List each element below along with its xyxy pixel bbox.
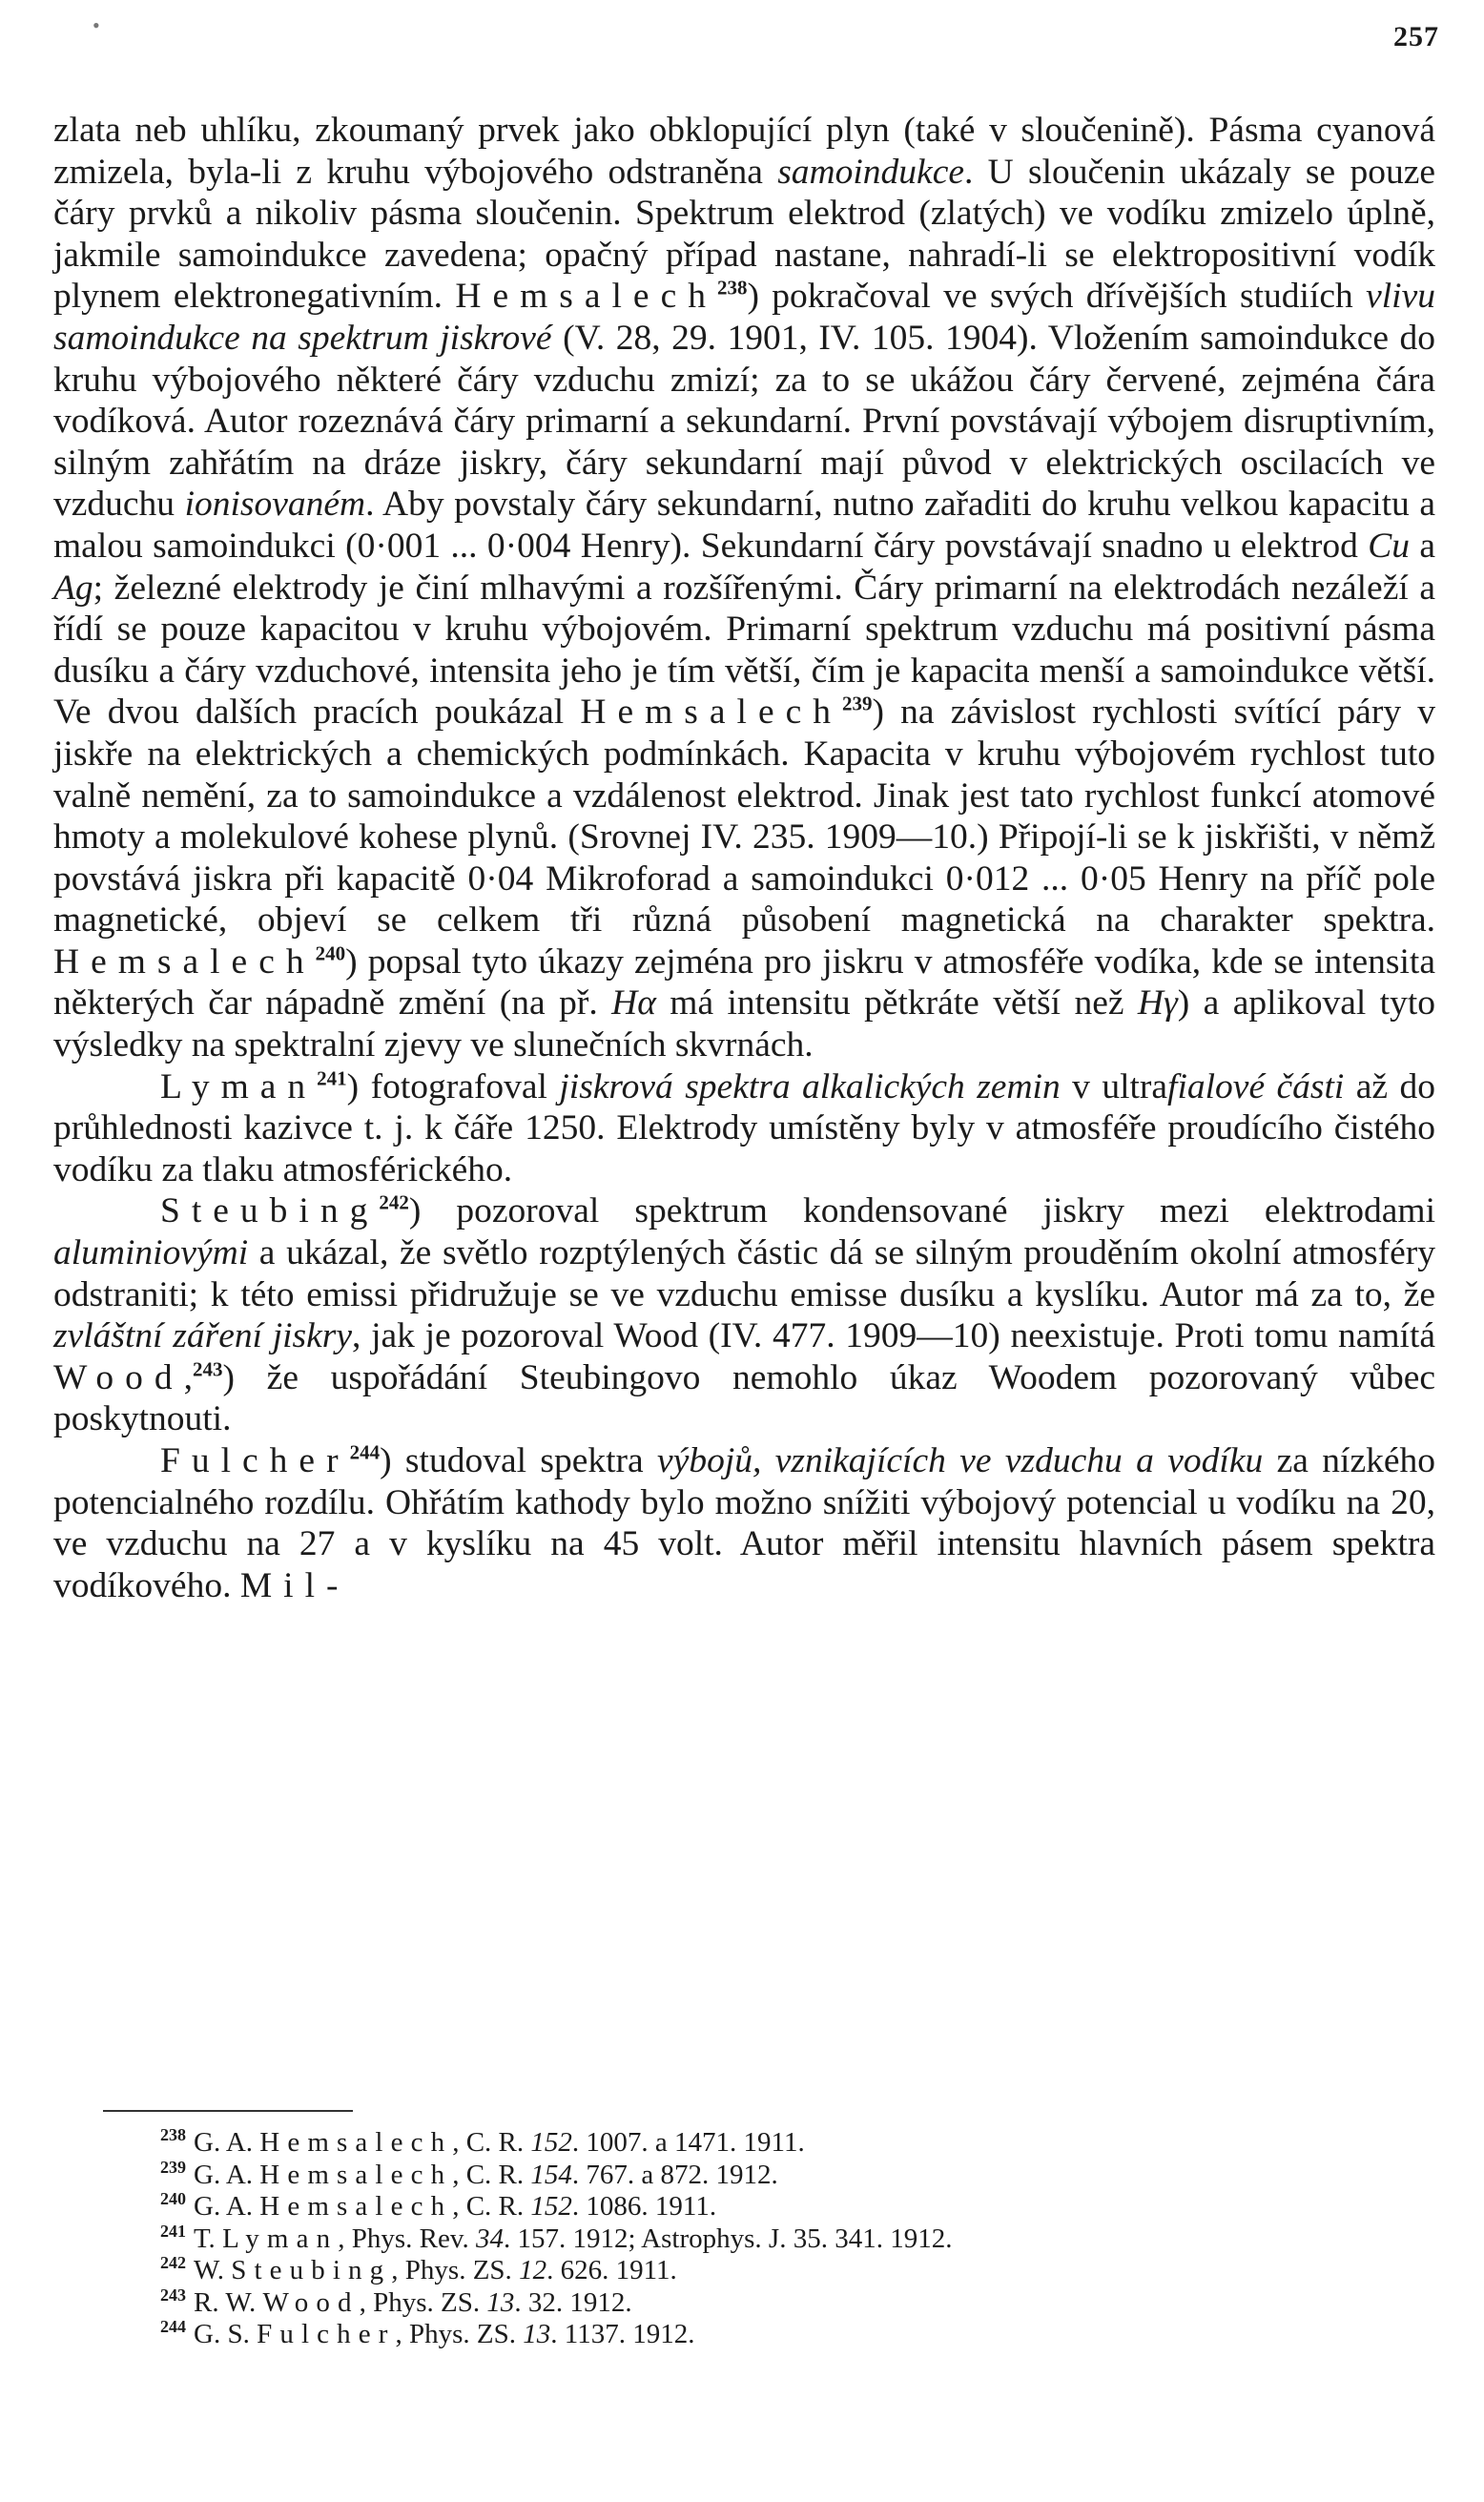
footnote-ref: 238 xyxy=(716,276,748,300)
footnote-author: Hemsalech xyxy=(259,2191,453,2222)
italic-phrase: Cu xyxy=(1368,526,1410,566)
footnote-author: Wood xyxy=(262,2286,360,2318)
text-run: ) pokračoval ve svých dřívějších studiích xyxy=(747,277,1367,317)
footnote-ref: 240 xyxy=(315,941,346,965)
body-text xyxy=(53,110,1435,1606)
author-name: Fulcher xyxy=(160,1441,350,1480)
footnote-ref: 242 xyxy=(379,1190,409,1214)
italic-phrase: fialové části xyxy=(1167,1066,1345,1106)
footnote-author: Hemsalech xyxy=(259,2127,453,2158)
footnote: $^{241}$ T. Lyman, Phys. Rev. 34. 157. 1912; Astrophys. J. 35. 341. 1912. xyxy=(160,2221,953,2254)
text-run: (V. 28, 29. 1901, IV. 105. 1904). Vložením samoindukce do kruhu výbojového některé čáry vzduchu zmizí; za to se ukážou čáry červené, zejména čára vodíková. Autor rozeznává čáry primarní a sekundarní. První povstávají výbojem disruptivním, silným zahřátím na dráze jiskry, čáry sekundarní mají původ v elektrických oscilacích ve vzduchu xyxy=(53,318,1435,525)
paragraph xyxy=(53,1190,1435,1440)
page-mark: • xyxy=(93,13,100,37)
italic-phrase: aluminiovými xyxy=(53,1233,249,1273)
italic-phrase: Hα xyxy=(611,983,656,1024)
footnote: $^{243}$ R. W. Wood, Phys. ZS. 13. 32. 1912. xyxy=(160,2285,632,2318)
footnote: $^{240}$ G. A. Hemsalech, C. R. 152. 1086. 1911. xyxy=(160,2189,717,2222)
text-run: ) že uspořádání Steubingovo nemohlo úkaz Woodem pozorovaný vůbec poskytnouti. xyxy=(53,1357,1435,1439)
paragraph xyxy=(53,1066,1435,1191)
footnote-number: 241 xyxy=(160,2221,186,2241)
text-run: ) fotografoval xyxy=(346,1066,560,1106)
text-run: a ukázal, že světlo rozptýlených částic dá se silným prouděním okolní atmosféry odstraniti; k této emissi přidružuje se ve vzduchu emisse dusíku a kyslíku. Autor má za to, že xyxy=(53,1233,1435,1314)
text-run: a xyxy=(1409,526,1435,566)
footnote-ref: 243 xyxy=(193,1357,223,1381)
text-run: ; železné elektrody je činí mlhavými a rozšířenými. Čáry primarní na elektrodách nezáleží a řídí se pouze kapacitou v kruhu výbojovém. Primarní spektrum vzduchu má positivní pásma dusíku a čáry vzduchové, intensita jeho je tím větší, čím je kapacita menší a samoindukce větší. Ve dvou dalších pracích poukázal xyxy=(53,568,1435,733)
paragraph xyxy=(53,110,1435,1066)
italic-phrase: Hγ xyxy=(1137,983,1178,1024)
text-run: zlata neb uhlíku, zkoumaný prvek jako obklopující plyn (také v sloučenině). Pásma cyanová zmizela, byla-li z kruhu výbojového odstraněna xyxy=(53,111,1435,192)
italic-phrase: vlivu samoindukce na spektrum jiskrové xyxy=(53,277,1435,358)
italic-phrase: samoindukce xyxy=(777,152,964,192)
footnote-author: Lyman xyxy=(222,2223,339,2254)
text-run: v ultra xyxy=(1060,1066,1168,1106)
footnote: $^{242}$ W. Steubing, Phys. ZS. 12. 626. 1911. xyxy=(160,2253,677,2285)
footnote: $^{244}$ G. S. Fulcher, Phys. ZS. 13. 1137. 1912. xyxy=(160,2317,695,2349)
paragraph xyxy=(53,1440,1435,1606)
italic-phrase: zvláštní záření jiskry xyxy=(53,1316,353,1356)
footnote-number: 243 xyxy=(160,2285,186,2305)
italic-phrase: Ag xyxy=(53,568,93,608)
footnote-divider xyxy=(103,2110,353,2112)
italic-phrase: ionisovaném xyxy=(184,485,366,525)
text-run: ) studoval spektra xyxy=(380,1441,658,1480)
footnote-number: 240 xyxy=(160,2189,186,2209)
footnote-author: Hemsalech xyxy=(259,2159,453,2190)
italic-phrase: výbojů, vznikajících ve vzduchu a vodíku xyxy=(657,1441,1264,1480)
footnote-number: 242 xyxy=(160,2253,186,2273)
text-run: . U sloučenin ukázaly se pouze čáry prvků a nikoliv pásma sloučenin. Spektrum elektrod (zlatých) ve vodíku zmizelo úplně, jakmile samoindukce zavedena; opačný případ nastane, nahradí-li se elektropositivní vodík plynem elektronegativním. xyxy=(53,152,1435,317)
italic-phrase: jiskrová spektra alkalických zemin xyxy=(559,1066,1061,1106)
author-name: Mil- xyxy=(239,1565,350,1605)
footnote: $^{238}$ G. A. Hemsalech, C. R. 152. 1007. a 1471. 1911. xyxy=(160,2125,805,2158)
author-name: Steubing xyxy=(160,1191,380,1231)
text-run: . Aby povstaly čáry sekundarní, nutno zařaditi do kruhu velkou kapacitu a malou samoindukci (0·001 ... 0·004 Henry). Sekundarní čáry povstávají snadno u elektrod xyxy=(53,485,1435,566)
footnote-author: Fulcher xyxy=(257,2319,396,2349)
author-name: Hemsalech xyxy=(455,277,717,317)
footnotes xyxy=(160,2127,1438,2351)
text-run: , jak je pozoroval Wood (IV. 477. 1909—10) neexistuje. Proti tomu namítá xyxy=(352,1316,1436,1356)
footnote-number: 244 xyxy=(160,2317,186,2337)
footnote-number: 239 xyxy=(160,2157,186,2177)
footnote-ref: 244 xyxy=(349,1440,381,1464)
text-run: ) na závislost rychlosti svítící páry v jiskře na elektrických a chemických podmínkách. Kapacita v kruhu výbojovém rychlost tuto valně nemění, za to samoindukce a vzdálenost elektrod. Jinak jest tato rychlost funkcí atomové hmoty a molekulové kohese plynů. (Srovnej IV. 235. 1909—10.) Připojí-li se k jiskřišti, v němž povstává jiskra při kapacitě 0·04 Mikroforad a samoindukci 0·012 ... 0·05 Henry na příč pole magnetické, objeví se celkem tři různá působení magnetická na charakter spektra. xyxy=(53,693,1435,941)
author-name: Lyman xyxy=(160,1066,318,1106)
author-name: Wood xyxy=(53,1357,184,1397)
footnote-number: 238 xyxy=(160,2125,186,2145)
author-name: Hemsalech xyxy=(53,941,316,982)
text-run: ) pozoroval spektrum kondensované jiskry mezi elektrodami xyxy=(408,1191,1435,1231)
text-run: ) popsal tyto úkazy zejména pro jiskru v atmosféře vodíka, kde se intensita některých čar nápadně změní (na př. xyxy=(53,941,1435,1024)
author-name: Hemsalech xyxy=(580,693,842,733)
footnote-author: Steubing xyxy=(231,2255,392,2285)
text-run: má intensitu pětkráte větší než xyxy=(655,983,1138,1024)
page-number: 257 xyxy=(1393,21,1439,52)
footnote: $^{239}$ G. A. Hemsalech, C. R. 154. 767. a 872. 1912. xyxy=(160,2157,778,2190)
footnote-ref: 241 xyxy=(317,1066,347,1090)
text-run: za nízkého potencialného rozdílu. Ohřátím kathody bylo možno snížiti výbojový potencial u vodíku na 20, ve vzduchu na 27 a v kyslíku na 45 volt. Autor měřil intensitu hlavních pásem spektra vodíkového. xyxy=(53,1441,1435,1605)
text-run: ) a aplikoval tyto výsledky na spektralní zjevy ve slunečních skvrnách. xyxy=(53,983,1435,1065)
text-run: až do průhlednosti kazivce t. j. k čáře 1250. Elektrody umístěny byly v atmosféře proudícího čistého vodíku za tlaku atmosférického. xyxy=(53,1066,1436,1189)
footnote-ref: 239 xyxy=(842,692,873,715)
text-run: , xyxy=(183,1357,194,1397)
